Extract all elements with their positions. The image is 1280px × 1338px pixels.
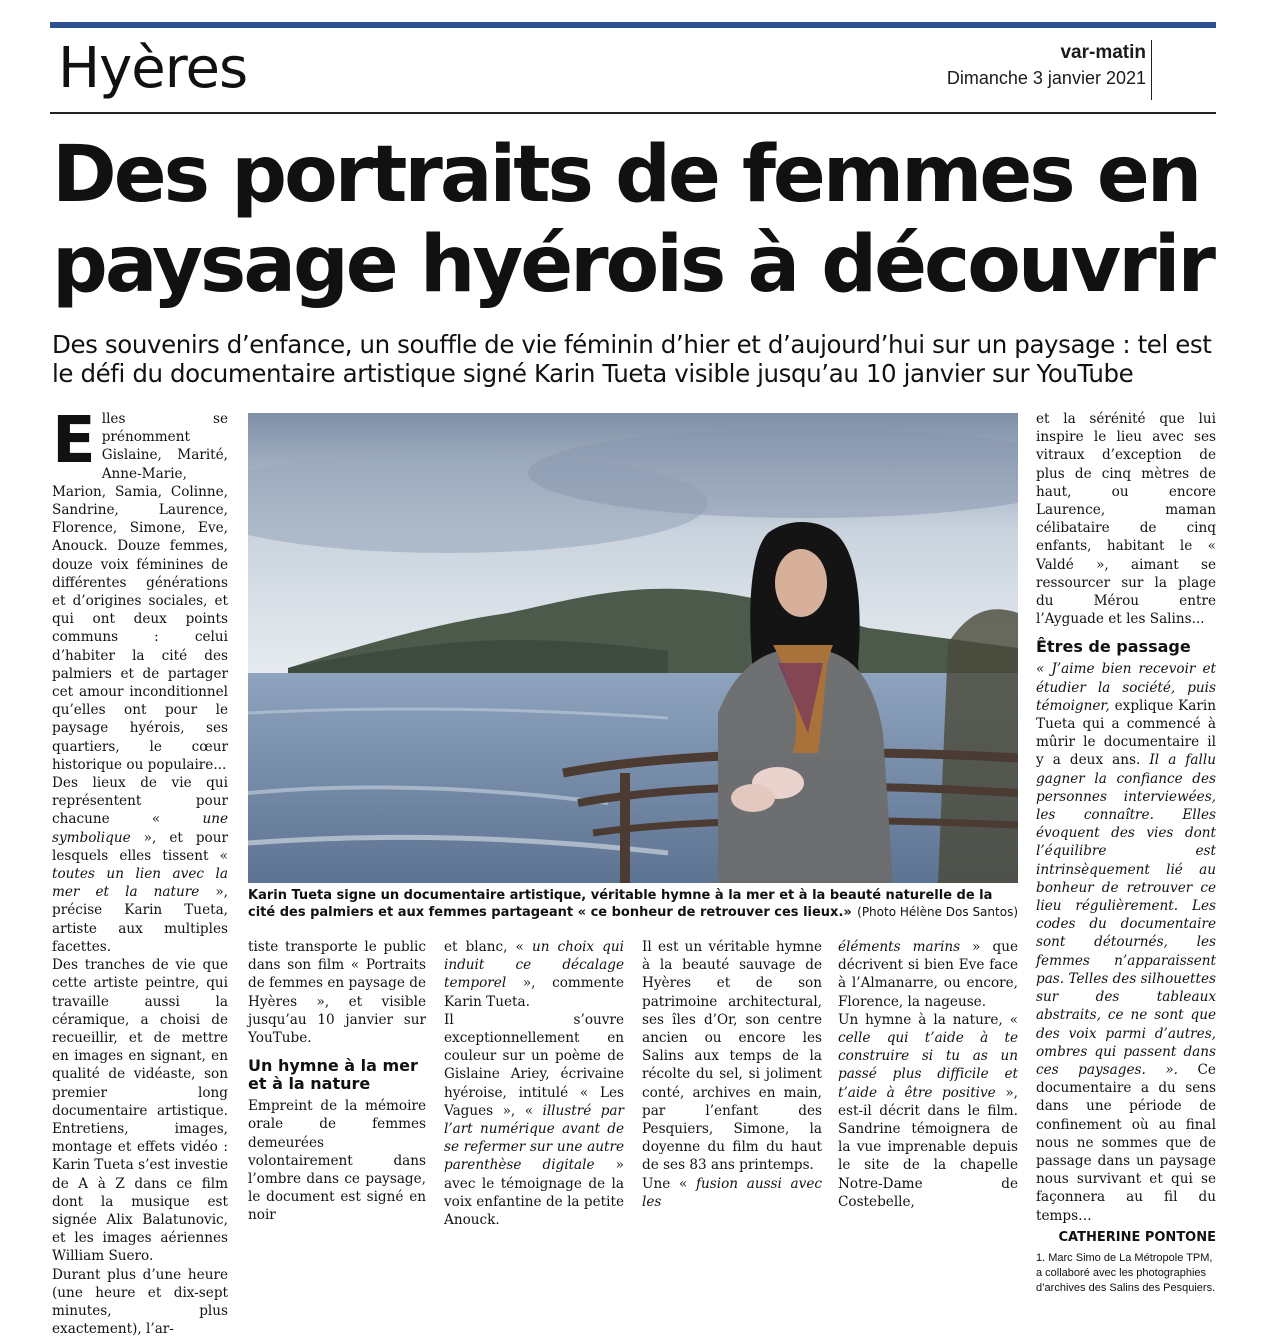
drop-cap: E (52, 404, 96, 478)
paragraph: Des lieux de vie qui représentent pour chacune « une symbolique », et pour lesquels elles tissent « toutes un lien avec la mer et la nature », précise Karin Tueta, artiste aux multiples facettes. (52, 775, 228, 955)
paragraph: « J’aime bien recevoir et étudier la société, puis témoigner, explique Karin Tueta qui a commencé à mûrir le documentaire il y a deux ans. Il a fallu gagner la confiance des personnes interviewées, les connaître. Elles évoquent des vies dont l’équilibre est intrinsèquement lié au bonheur de retrouver ce lieu régulièrement. Les codes du documentaire sont détournés, les femmes n’apparaissent pas. Telles des silhouettes sur des tableaux abstraits, ce ne sont que des voix parmi d’autres, ombres qui passent dans ces paysages. ». Ce documentaire a du sens dans une période de confinement où au final nous ne sommes que de passage dans un paysage nous survivant et qui se façonnera au fil du temps… (1036, 661, 1216, 1224)
article-column-5 (838, 938, 1018, 1211)
paragraph: Empreint de la mémoire orale de femmes demeurées volontairement dans l’ombre dans ce paysage, le document est signé en noir (248, 1098, 426, 1224)
paragraph: Durant plus d’une heure (une heure et dix-sept minutes, plus exactement), l’ar- (52, 1266, 228, 1338)
newspaper-brand: var-matin (1060, 42, 1146, 63)
paragraph: Un hymne à la nature, « celle qui t’aide à te construire si tu as un passé plus difficile et t’aide à être positive », est-il décrit dans le film. Sandrine témoignera de la vue imprenable depuis le site de la chapelle Notre-Dame de Costebelle, (838, 1011, 1018, 1210)
photo-caption (248, 887, 1018, 921)
paragraph: Il est un véritable hymne à la beauté sauvage de Hyères et de son patrimoine architectural, ses îles d’Or, son centre ancien ou encore les Salins aux temps de la récolte du sel, si joliment conté, archives en main, par l’enfant des Pesquiers, Simone, la doyenne du film du haut de ses 83 ans printemps. (642, 939, 822, 1174)
headline-line-2: paysage hyérois à découvrir (52, 220, 1213, 310)
article-column-6 (1036, 410, 1216, 1296)
paragraph: et blanc, « un choix qui induit ce décalage temporel », commente Karin Tueta. (444, 939, 624, 1010)
article-headline (52, 130, 1222, 310)
paragraph: et la sérénité que lui inspire le lieu avec ses vitraux d’exception de plus de cinq mètres de haut, ou encore Laurence, maman célibataire de cinq enfants, habitant le « Valdé », aimant se ressourcer sur la plage du Mérou entre l’Ayguade et les Salins... (1036, 411, 1216, 628)
article-column-3 (444, 938, 624, 1229)
masthead-divider (1151, 40, 1152, 100)
top-accent-bar (50, 22, 1216, 28)
photo-karin-tueta-seaside (248, 413, 1018, 883)
footnote: 1. Marc Simo de La Métropole TPM, a collaboré avec les photographies d’archives des Salins des Pesquiers. (1036, 1251, 1216, 1294)
article-column-1 (52, 404, 228, 1338)
article-photo (248, 413, 1018, 883)
paragraph: Une « fusion aussi avec les (642, 1175, 823, 1210)
photo-credit: (Photo Hélène Dos Santos) (857, 905, 1018, 919)
author-signature: CATHERINE PONTONE (1058, 1229, 1216, 1245)
article-column-2 (248, 938, 426, 1225)
headline-line-1: Des portraits de femmes en (52, 130, 1200, 220)
paragraph: tiste transporte le public dans son film « Portraits de femmes en paysage de Hyères », et visible jusqu’au 10 janvier sur YouTube. (248, 939, 426, 1047)
article-column-4 (642, 938, 822, 1211)
section-title: Hyères (58, 36, 248, 101)
publication-date: Dimanche 3 janvier 2021 (946, 68, 1146, 88)
masthead (947, 42, 1146, 89)
article-lead: Des souvenirs d’enfance, un souffle de vie féminin d’hier et d’aujourd’hui sur un paysage : tel est le défi du documentaire artistique signé Karin Tueta visible jusqu’au 10 janvier sur YouTube (52, 330, 1212, 388)
subheading: Êtres de passage (1036, 637, 1191, 657)
paragraph: éléments marins » que décrivent si bien Eve face à l’Almanarre, ou encore, Florence, la nageuse. (838, 939, 1018, 1010)
subheading: Un hymne à la mer et à la nature (248, 1056, 418, 1094)
paragraph: Des tranches de vie que cette artiste peintre, qui travaille aussi la céramique, a choisi de recueillir, et de mettre en images en signant, en qualité de vidéaste, son premier long documentaire artistique. Entretiens, images, montage et effets vidéo : Karin Tueta s’est investie de A à Z dans ce film dont la musique est signée Alix Balatunovic, et les images aériennes William Suero. (52, 957, 228, 1265)
caption-text: Karin Tueta signe un documentaire artistique, véritable hymne à la mer et à la beauté naturelle de la cité des palmiers et aux femmes partageant « ce bonheur de retrouver ces lieux.» (248, 888, 993, 920)
paragraph: Il s’ouvre exceptionnellement en couleur sur un poème de Gislaine Ariey, écrivaine hyéroise, intitulé « Les Vagues », « illustré par l’art numérique avant de se refermer sur une autre parenthèse digitale » avec le témoignage de la voix enfantine de la petite Anouck. (444, 1011, 625, 1229)
paragraph: Elles se prénomment Gislaine, Marité, Anne-Marie, Marion, Samia, Colinne, Sandrine, Laurence, Florence, Simone, Eve, Anouck. Douze femmes, douze voix féminines de différentes générations et d’origines sociales, et qui ont deux points communs : celui d’habiter la cité des palmiers et de partager cet amour inconditionnel qu’elles ont pour le paysage hyérois, ses quartiers, le cœur historique ou populaire... (52, 404, 228, 773)
page-header (50, 32, 1216, 114)
